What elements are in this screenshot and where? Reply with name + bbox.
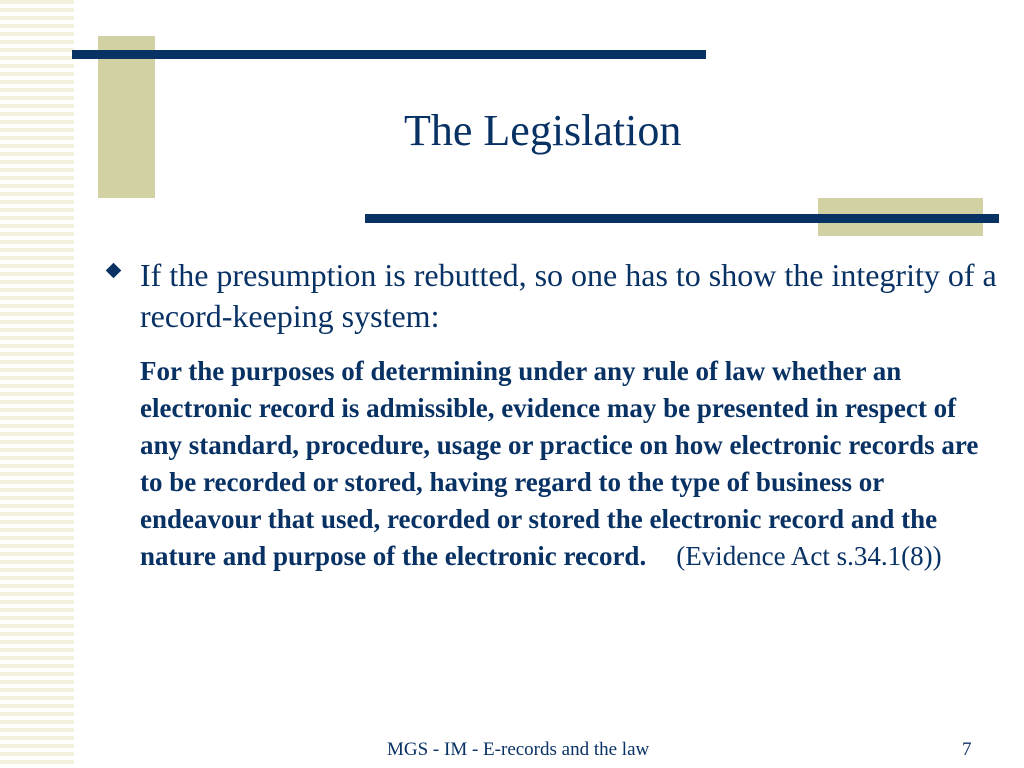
- bullet-point-text: If the presumption is rebutted, so one has to show the integrity of a record-keeping system:: [140, 257, 997, 334]
- diamond-bullet-icon: [106, 263, 122, 279]
- top-rule-line: [72, 50, 706, 59]
- quote-text: For the purposes of determining under any rule of law whether an electronic record is admissible, evidence may be presented in respect of any standard, procedure, usage or practice on how electronic records are to be recorded or stored, having regard to the type of business or endeavour that used, recorded or stored the electronic record and the nature and purpose of the electronic record.: [140, 356, 979, 571]
- page-number: 7: [962, 739, 972, 760]
- slide-title: The Legislation: [404, 106, 682, 155]
- footer-text: MGS - IM - E-records and the law: [387, 739, 650, 760]
- beige-vertical-block: [98, 36, 155, 198]
- title-underline-rule: [365, 214, 999, 223]
- citation-text: (Evidence Act s.34.1(8)): [676, 541, 942, 571]
- left-stripe-decoration: [0, 0, 74, 768]
- legislation-quote: [140, 353, 990, 575]
